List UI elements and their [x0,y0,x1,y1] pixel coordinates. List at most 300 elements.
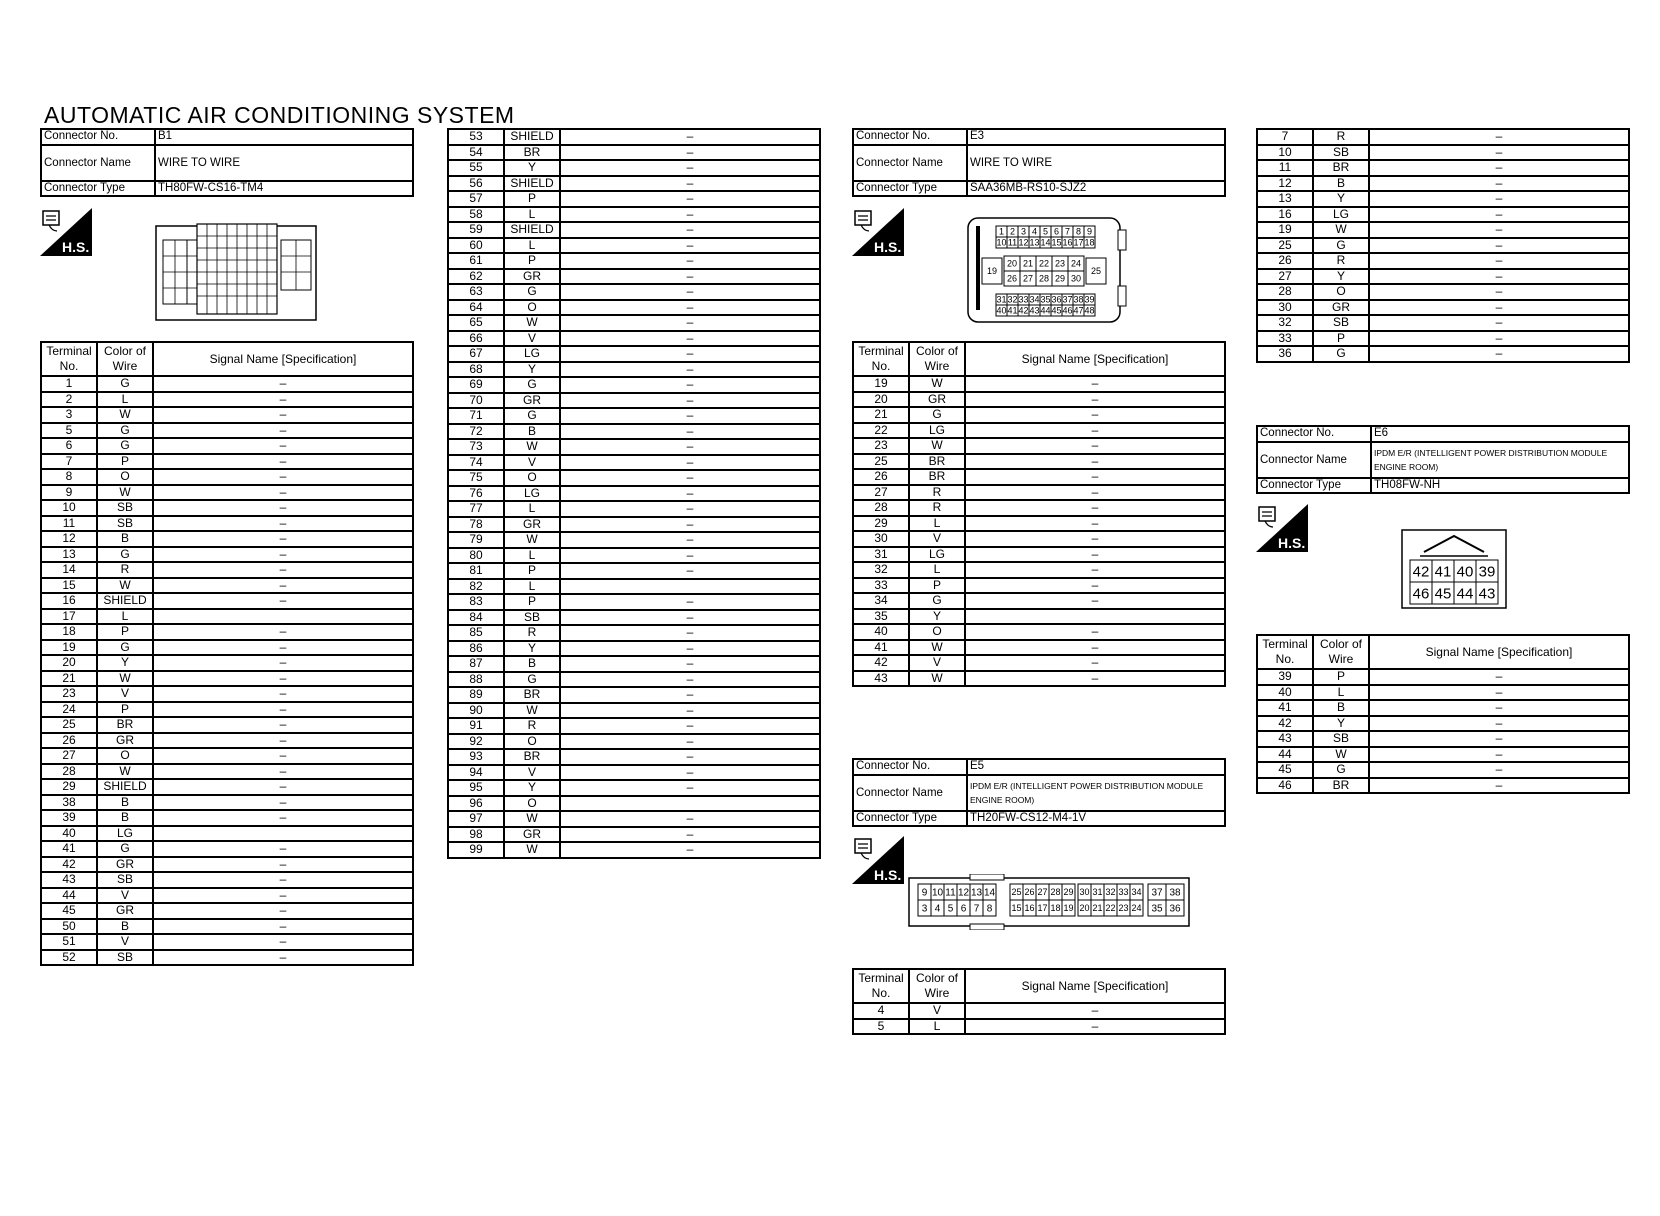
pin-number: 9 [1086,226,1093,237]
terminal-no: 15 [41,578,97,594]
connector-no-value: B1 [155,129,413,145]
pin-row [853,531,1225,547]
wire-color: P [97,624,153,640]
signal-name-header: Signal Name [Specification] [1369,635,1629,669]
signal-name: – [153,857,413,873]
pin-number: 24 [1070,258,1082,269]
terminal-no: 21 [41,671,97,687]
wire-color: G [504,377,560,393]
connector-no-value: E5 [967,759,1225,775]
pin-number: 8 [1075,226,1082,237]
pin-row [41,547,413,563]
pin-number: 3 [1020,226,1027,237]
signal-name: – [153,454,413,470]
pin-number: 28 [1038,273,1050,284]
signal-name: – [153,593,413,609]
terminal-no: 87 [448,656,504,672]
signal-name: – [560,129,820,145]
terminal-no: 85 [448,625,504,641]
connector-type-label: Connector Type [853,811,967,827]
signal-name [153,609,413,625]
pin-row [1257,284,1629,300]
wire-color: GR [504,393,560,409]
pin-number: 12 [1018,237,1029,248]
wire-color: Y [1313,191,1369,207]
wire-color: BR [909,469,965,485]
pin-row [448,501,820,517]
pin-number: 4 [934,903,941,915]
terminal-no: 72 [448,424,504,440]
terminal-no: 38 [41,795,97,811]
pin-number: 15 [1051,237,1062,248]
terminal-no: 27 [41,748,97,764]
terminal-no: 6 [41,438,97,454]
terminal-no: 60 [448,238,504,254]
pin-row [448,331,820,347]
connector-e5-continued-column [1256,128,1630,363]
pin-row [1257,160,1629,176]
pin-number: 10 [996,237,1007,248]
signal-name: – [560,408,820,424]
terminal-no: 28 [1257,284,1313,300]
terminal-no: 74 [448,455,504,471]
terminal-no: 39 [1257,669,1313,685]
wire-color: P [97,702,153,718]
wire-color: L [504,207,560,223]
terminal-no: 13 [41,547,97,563]
pin-number: 13 [970,887,983,899]
signal-name: – [153,764,413,780]
signal-name: – [153,469,413,485]
wire-color: W [504,811,560,827]
signal-name: – [965,547,1225,563]
signal-name: – [153,485,413,501]
pin-row [448,827,820,843]
terminal-no: 18 [41,624,97,640]
terminal-no: 93 [448,749,504,765]
pin-row [41,640,413,656]
pin-row [41,950,413,966]
pin-row [1257,207,1629,223]
pin-row [448,269,820,285]
wire-color: V [909,531,965,547]
pin-number: 13 [1029,237,1040,248]
terminal-no: 65 [448,315,504,331]
signal-name: – [153,500,413,516]
wire-color: L [909,1019,965,1035]
signal-name: – [1369,269,1629,285]
signal-name: – [965,655,1225,671]
pin-row [1257,300,1629,316]
pin-row [853,1019,1225,1035]
pin-number: 16 [1062,237,1073,248]
signal-name: – [153,655,413,671]
wire-color: L [97,392,153,408]
terminal-no: 66 [448,331,504,347]
pin-number: 41 [1434,563,1452,581]
pin-number: 30 [1079,887,1090,898]
pin-row [41,516,413,532]
terminal-no: 78 [448,517,504,533]
terminal-no: 40 [1257,685,1313,701]
pin-number: 37 [1151,887,1163,899]
terminal-no: 69 [448,377,504,393]
signal-name: – [560,749,820,765]
pin-row [41,562,413,578]
pin-row [853,407,1225,423]
terminal-no: 28 [853,500,909,516]
wire-color: LG [909,423,965,439]
connector-b1-info [40,128,414,197]
signal-name: – [560,641,820,657]
signal-name: – [153,547,413,563]
connector-no-value: E3 [967,129,1225,145]
pin-row [448,765,820,781]
signal-name: – [560,548,820,564]
wire-color: GR [504,827,560,843]
pin-row [448,455,820,471]
signal-name: – [560,439,820,455]
wire-color: R [504,718,560,734]
pin-number: 12 [957,887,970,899]
signal-name: – [153,702,413,718]
wire-color: BR [97,717,153,733]
pin-row [448,300,820,316]
pin-row [41,934,413,950]
wire-color: V [97,686,153,702]
signal-name: – [560,563,820,579]
signal-name: – [153,516,413,532]
pin-number: 43 [1029,305,1040,316]
wire-color: V [909,655,965,671]
pin-number: 46 [1412,585,1430,603]
wire-color: W [1313,747,1369,763]
hs-label: H.S. [1278,535,1306,551]
connector-e3-column [852,128,1226,197]
connector-e5-column [852,758,1226,827]
wire-color: G [909,593,965,609]
signal-name: – [965,407,1225,423]
signal-name: – [153,717,413,733]
signal-name: – [560,811,820,827]
pin-number: 31 [1092,887,1103,898]
wire-color: LG [504,486,560,502]
signal-name: – [560,393,820,409]
terminal-no: 83 [448,594,504,610]
signal-name [560,796,820,812]
wire-color: L [1313,685,1369,701]
signal-name: – [153,748,413,764]
wire-color: V [909,1003,965,1019]
pin-row [41,857,413,873]
pin-number: 5 [947,903,954,915]
wire-color: G [1313,762,1369,778]
pin-row [853,469,1225,485]
wire-color: O [1313,284,1369,300]
pin-row [41,888,413,904]
wire-color: R [909,485,965,501]
signal-name: – [153,376,413,392]
connector-no-label: Connector No. [853,759,967,775]
signal-name: – [1369,207,1629,223]
wire-color: O [504,734,560,750]
wire-color: Y [504,362,560,378]
signal-name: – [153,795,413,811]
wire-color: L [504,501,560,517]
pin-row [1257,716,1629,732]
signal-name: – [965,1019,1225,1035]
connector-e3-diagram [966,216,1130,324]
wire-color: BR [1313,160,1369,176]
pin-number: 35 [1040,294,1051,305]
terminal-no-header: Terminal No. [41,342,97,376]
pin-row [1257,315,1629,331]
terminal-no: 45 [1257,762,1313,778]
signal-name: – [560,610,820,626]
pin-number: 21 [1092,903,1103,914]
pin-row [1257,700,1629,716]
signal-name: – [153,872,413,888]
terminal-no: 5 [41,423,97,439]
pin-row [41,702,413,718]
signal-name: – [560,176,820,192]
signal-name: – [153,392,413,408]
pin-number: 6 [1053,226,1060,237]
wire-color: Y [97,655,153,671]
terminal-no: 4 [853,1003,909,1019]
terminal-no: 42 [853,655,909,671]
terminal-no: 84 [448,610,504,626]
signal-name: – [560,594,820,610]
wire-color: G [504,408,560,424]
wire-color: B [97,919,153,935]
pin-number: 19 [986,266,998,277]
signal-name: – [560,160,820,176]
connector-e6-column [1256,425,1630,494]
wire-color: GR [504,517,560,533]
wire-color: B [504,424,560,440]
wire-color: SB [504,610,560,626]
wire-color: GR [504,269,560,285]
pin-number: 34 [1029,294,1040,305]
connector-e3-pin-table-wrap [852,341,1226,687]
terminal-no: 54 [448,145,504,161]
terminal-no: 19 [1257,222,1313,238]
pin-row [853,376,1225,392]
pin-row [41,841,413,857]
wire-color: SHIELD [97,593,153,609]
pin-row [448,253,820,269]
wire-color: R [504,625,560,641]
pin-number: 21 [1022,258,1034,269]
harness-side-icon [852,836,902,886]
pin-number: 3 [921,903,928,915]
terminal-no: 2 [41,392,97,408]
signal-name: – [1369,700,1629,716]
wire-color: G [97,423,153,439]
pin-row [448,486,820,502]
pin-number: 26 [1024,887,1035,898]
pin-number: 6 [960,903,967,915]
terminal-no: 30 [853,531,909,547]
signal-name: – [965,423,1225,439]
terminal-no: 16 [41,593,97,609]
terminal-no: 41 [41,841,97,857]
pin-row [448,780,820,796]
terminal-no: 71 [448,408,504,424]
pin-row [448,532,820,548]
signal-name: – [1369,346,1629,362]
terminal-no: 43 [41,872,97,888]
terminal-no: 34 [853,593,909,609]
pin-number: 18 [1050,903,1061,914]
pin-number: 33 [1118,887,1129,898]
pin-number: 23 [1118,903,1129,914]
wire-color: GR [97,733,153,749]
connector-name-value: IPDM E/R (INTELLIGENT POWER DISTRIBUTION MODULE ENGINE ROOM) [967,775,1225,811]
signal-name: – [560,625,820,641]
pin-row [1257,238,1629,254]
wire-color: W [504,439,560,455]
terminal-no: 32 [1257,315,1313,331]
pin-row [448,346,820,362]
pin-row [853,392,1225,408]
pin-row [41,609,413,625]
connector-type-value: TH80FW-CS16-TM4 [155,181,413,197]
signal-name: – [560,455,820,471]
pin-row [448,548,820,564]
pin-row [853,500,1225,516]
pin-row [448,408,820,424]
pin-row [1257,222,1629,238]
signal-name: – [560,765,820,781]
connector-b1-pin-table-continued [447,128,821,859]
terminal-no: 92 [448,734,504,750]
pin-row [853,547,1225,563]
wire-color: Y [504,641,560,657]
wire-color: W [97,407,153,423]
pin-row [853,516,1225,532]
terminal-no: 26 [41,733,97,749]
terminal-no: 80 [448,548,504,564]
terminal-no: 41 [853,640,909,656]
wire-color: Y [504,780,560,796]
signal-name: – [560,734,820,750]
wire-color: W [909,640,965,656]
terminal-no: 11 [41,516,97,532]
terminal-no: 44 [41,888,97,904]
wire-color: BR [504,749,560,765]
terminal-no: 14 [41,562,97,578]
terminal-no: 97 [448,811,504,827]
pin-number: 20 [1006,258,1018,269]
pin-row [448,594,820,610]
wire-color: V [97,888,153,904]
pin-row [448,718,820,734]
wire-color: SB [97,516,153,532]
wire-color: R [1313,129,1369,145]
color-of-wire-header: Color of Wire [97,342,153,376]
signal-name-header: Signal Name [Specification] [965,969,1225,1003]
signal-name: – [1369,747,1629,763]
signal-name: – [1369,300,1629,316]
connector-type-label: Connector Type [1257,478,1371,494]
pin-row [448,207,820,223]
signal-name: – [560,672,820,688]
wire-color: P [909,578,965,594]
wire-color: W [97,485,153,501]
pin-row [853,423,1225,439]
connector-e5-pin-table [852,968,1226,1035]
wire-color: O [504,796,560,812]
terminal-no: 33 [1257,331,1313,347]
wire-color: W [504,842,560,858]
wire-color: V [504,331,560,347]
wire-color: P [97,454,153,470]
signal-name: – [153,531,413,547]
pin-number: 42 [1018,305,1029,316]
pin-row [853,609,1225,625]
wire-color: P [504,191,560,207]
terminal-no: 40 [41,826,97,842]
wire-color: R [1313,253,1369,269]
connector-no-label: Connector No. [41,129,155,145]
pin-number: 27 [1022,273,1034,284]
pin-row [41,469,413,485]
pin-number: 45 [1434,585,1452,603]
pin-row [41,578,413,594]
signal-name: – [153,779,413,795]
signal-name: – [560,191,820,207]
terminal-no: 88 [448,672,504,688]
terminal-no: 10 [1257,145,1313,161]
connector-e6-diagram [1400,528,1508,610]
terminal-no: 31 [853,547,909,563]
wire-color: Y [504,160,560,176]
connector-name-value: WIRE TO WIRE [155,145,413,181]
pin-number: 24 [1131,903,1142,914]
terminal-no: 20 [41,655,97,671]
pin-number: 30 [1070,273,1082,284]
pin-number: 44 [1040,305,1051,316]
pin-number: 39 [1084,294,1095,305]
pin-row [853,578,1225,594]
connector-name-label: Connector Name [1257,442,1371,478]
pin-number: 16 [1024,903,1035,914]
signal-name: – [153,888,413,904]
terminal-no: 43 [853,671,909,687]
pin-row [853,655,1225,671]
signal-name: – [1369,685,1629,701]
terminal-no: 9 [41,485,97,501]
terminal-no: 12 [41,531,97,547]
pin-row [448,579,820,595]
wire-color: G [97,376,153,392]
pin-row [1257,269,1629,285]
signal-name: – [560,517,820,533]
signal-name: – [965,531,1225,547]
terminal-no: 26 [853,469,909,485]
terminal-no: 46 [1257,778,1313,794]
terminal-no: 52 [41,950,97,966]
wire-color: Y [909,609,965,625]
signal-name: – [965,1003,1225,1019]
terminal-no: 23 [853,438,909,454]
signal-name [560,579,820,595]
terminal-no: 62 [448,269,504,285]
terminal-no: 16 [1257,207,1313,223]
signal-name: – [560,253,820,269]
